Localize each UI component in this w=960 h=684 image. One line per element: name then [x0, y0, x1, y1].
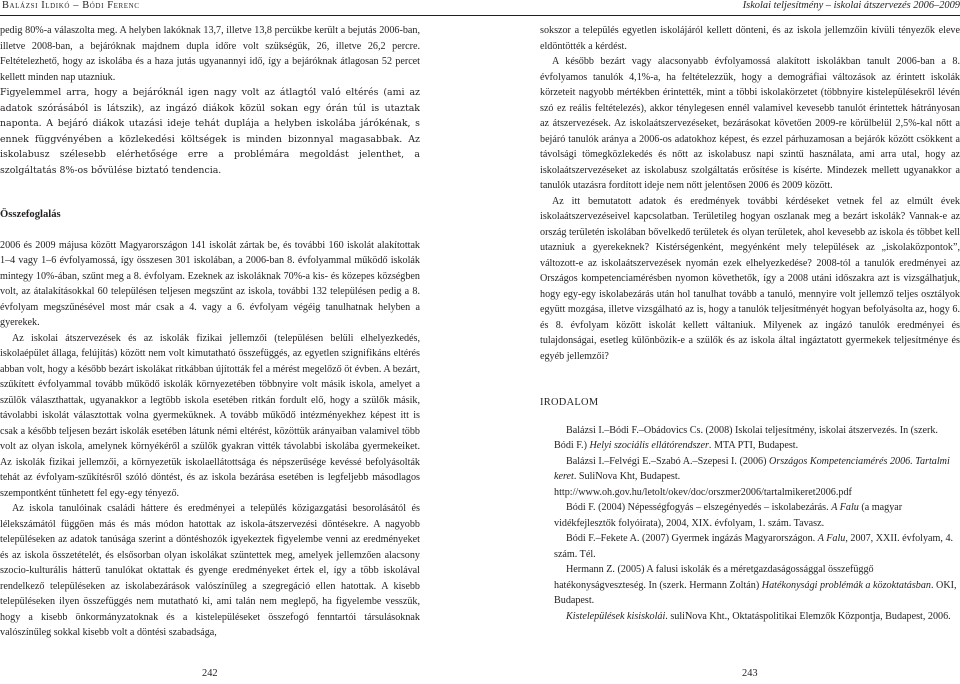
- reference-list: [540, 423, 960, 625]
- reference-item: Bódi F. (2004) Népességfogyás – elszegényedés – iskolabezárás. A Falu (a magyar vidékfejlesztők folyóirata), 2004, XIX. évfolyam, 1. szám. Tavasz.: [554, 502, 903, 529]
- running-header-title: Iskolai teljesítmény – iskolai átszervezés 2006–2009: [742, 0, 960, 11]
- page-number: 243: [742, 668, 758, 679]
- reference-item: Hermann Z. (2005) A falusi iskolák és a méretgazdaságossággal összefüggő hatékonyságveszteség. In (szerk. Hermann Zoltán) Hatékonysági problémák a közoktatásban. OKI, Budapest.: [554, 564, 957, 606]
- paragraph: 2006 és 2009 májusa között Magyarországon 141 iskolát zártak be, és további 160 iskolát alakítottak 1–4 vagy 1–6 évfolyamossá, így összesen 301 iskolában, a 2006-ban 8. évfolyammal működő iskolák mintegy 10%-ában, szűnt meg a 8. évfolyam. Ezeknek az iskoláknak 70%-a kis- és közepes községben volt, az átalakításokkal 60 településen teljesen megszűnt az iskola, további 132 településen pedig a 8. évfolyam megszűnésével most már csak a 4. vagy a 6. évfolyam végéig tanulhatnak helyben a gyerekek.: [0, 239, 420, 328]
- paragraph: A később bezárt vagy alacsonyabb évfolyamossá alakított iskolákban tanult 2006-ban a 8. évfolyamos tanulók 4,1%-a, ha feltételezzük, hogy a demográfiai változások az érintett iskolák körzeteit nagyobb mértékben érintették, mint a többi iskolakörzetet (többnyire kistelepülésekről lévén szó ez reális feltételezés), akkor ténylegesen ennél valamivel kevesebb tanulót érintettek hátrányosan az átszervezések. Az iskolaátszervezéseket, bezárásokat követően 2009-re körülbelül 2,5%-kal nőtt a bejáró tanulók aránya a 2006-os adatokhoz képest, és ezzel párhuzamosan a bejárók között csökkent a távolsági tömegközlekedés és nőtt az iskolabusz napi szintű használata, ami arra utal, hogy az iskolaátszervezéseket az iskolabusz szolgáltatás erősítése is kísérte. Mindezek mellett ugyanakkor a tanulók utazásra fordított ideje nem nőtt jelentősen 2006 és 2009 között.: [540, 56, 960, 191]
- right-page: [480, 0, 960, 684]
- running-header-authors: Balázsi Ildikó – Bódi Ferenc: [2, 0, 140, 11]
- right-text-column: [540, 23, 960, 624]
- page-number: 242: [202, 668, 218, 679]
- paragraph: Az itt bemutatott adatok és eredmények további kérdéseket vetnek fel az elmúlt évek iskolaátszervezéseivel kapcsolatban. Területileg hogyan oszlanak meg a bezárt iskolák? Vannak-e az ország területén iskolában bővelkedő területek és olyan területek, ahol kevesebb az iskola és többet kell utazniuk a gyerekeknek? Kistérségenként, megyénként mely települések az „iskolaközpontok”, változott-e az iskolaátszervezések nyomán ezek elhelyezkedése? 2008-tól a tanulók eredményei az Országos kompetenciamérésben nyomon követhetők, így a 2008 utáni időszakra azt is vizsgálhatjuk, hogy egy-egy iskolabezárás után hol tanulhat tovább a tanuló, mennyire volt jellemző teljes osztályok együtt mozgása, illetve vizsgálható az is, hogy a tanulók teljesítményét hogyan befolyásolta az, hogy 6. és 8. évfolyam között iskolát kellett váltaniuk. Milyenek az ingázó tanulók eredményei és tulajdonságai, esetleg különbözik-e a szülők és az iskola által ingáztatott gyermekek teljesítménye és egyéb jellemzői?: [540, 195, 960, 362]
- references-heading: IRODALOM: [540, 397, 599, 408]
- paragraph: Az iskolai átszervezések és az iskolák fizikai jellemzői (településen belüli elhelyezkedés, iskolaépület állaga, felújítás) között nem volt kimutatható összefüggés, az egyetlen szignifikáns eltérés abban volt, hogy a később bezárt iskolákat ritkábban újították fel a mérést megelőző öt évben. A bezárt, szűkített évfolyammal tovább működő iskolák környezetében többnyire volt másik iskola, amelyet a szülők választhattak, ugyanakkor a legtöbb iskola esetében ritkán fordult elő, hogy a szülők másik, távolabbi iskolát választottak volna gyermeküknek. A tovább működő intézményekhez képest itt is csak a később teljesen bezárt iskolák esetében látunk némi eltérést, közöttük arányaiban valamivel több volt az olyan iskola, amelynek környékéről a szülők gyakran vitték távolabbi iskolába gyermekeiket. Az iskolák fizikai jellemzői, a környezetük iskolaellátottsága és népszerűsége kevéssé befolyásolták tehát az évfolyam-szűkítésről szóló döntést, és az iskola bezárása esetében is legfeljebb másodlagos szempontként tűnhetett fel egy-egy tényező.: [0, 332, 420, 499]
- paragraph: pedig 80%-a válaszolta meg. A helyben lakóknak 13,7, illetve 13,8 percükbe került a bejutás 2006-ban, illetve 2008-ban, a bejáróknak majdnem dupla időre volt szükségük, 26, illetve 26,2 percre. Feltételezhető, hogy az iskolába és a haza jutás ugyanannyi idő, így a bejáróknak átlagosan 52 percet kellett minden nap utazniuk.: [0, 25, 420, 83]
- reference-item: Balázsi I.–Bódi F.–Obádovics Cs. (2008) Iskolai teljesítmény, iskolai átszervezés. In (szerk. Bódi F.) Helyi szociális ellátórendszer. MTA PTI, Budapest.: [554, 424, 938, 451]
- section-heading: Összefoglalás: [0, 209, 61, 220]
- left-text-column: [0, 23, 420, 641]
- header-rule: [480, 15, 960, 16]
- paragraph: Az iskola tanulóinak családi háttere és eredményei a település közigazgatási besorolásától és lélekszámától függően más és más módon hatottak az iskola-átszervezési döntésekre. A nagyobb településeken az adatok tanúsága szerint a döntéshozók igyekeztek figyelembe venni az eredményeket és az iskola összetételét, és elsősorban olyan iskolákat szüntettek meg, amelyek jellemzően alacsony szocio-kulturális hátterű tanulókat oktattak és gyenge eredményeket értek el, így a több iskolával rendelkező településeken az iskolabezárások valószínűleg a szegregáció ellen hatottak. A kisebb településeken ilyen összefüggés nem mutatható ki, ami talán nem meglepő, ha figyelembe vesszük, hogy a kisebb önkormányzatoknak és a kistelepüléseket összefogó fenntartói társulásoknak valószínűleg sokkal kisebb volt a döntési szabadsága,: [0, 503, 420, 638]
- paragraph: Figyelemmel arra, hogy a bejáróknál igen nagy volt az átlagtól való eltérés (ami az adatok szórásából is látszik), az ingázó diákok közül sokan egy órán túl is utaztak naponta. A bejáró diákok utazási ideje tehát duplája a helyben iskolába járókénak, s ennek függvényében a közlekedési költségek is minden bizonnyal magasabbak. Az iskolabusz szélesebb elérhetősége erre a problémára megoldást jelenthet, a szolgáltatás 8%-os bővülése biztató tendencia.: [0, 87, 420, 176]
- reference-item: Kistelepülések kisiskolái. suliNova Kht., Oktatáspolitikai Elemzők Központja, Budapest, 2006.: [566, 610, 951, 622]
- header-rule: [0, 15, 480, 16]
- reference-item: Bódi F.–Fekete A. (2007) Gyermek ingázás Magyarországon. A Falu, 2007, XXII. évfolyam, 4. szám. Tél.: [554, 533, 954, 560]
- paragraph: sokszor a település egyetlen iskolájáról kellett dönteni, és az iskola jellemzőin kívüli tényezők eleve eldöntötték a kérdést.: [540, 25, 960, 52]
- reference-item: Balázsi I.–Felvégi E.–Szabó A.–Szepesi I. (2006) Országos Kompetenciamérés 2006. Tartalmi keret. SuliNova Kht, Budapest. http://www.oh.gov.hu/letolt/okev/doc/orszmer2006/tartalmikeret2006.pdf: [554, 455, 950, 498]
